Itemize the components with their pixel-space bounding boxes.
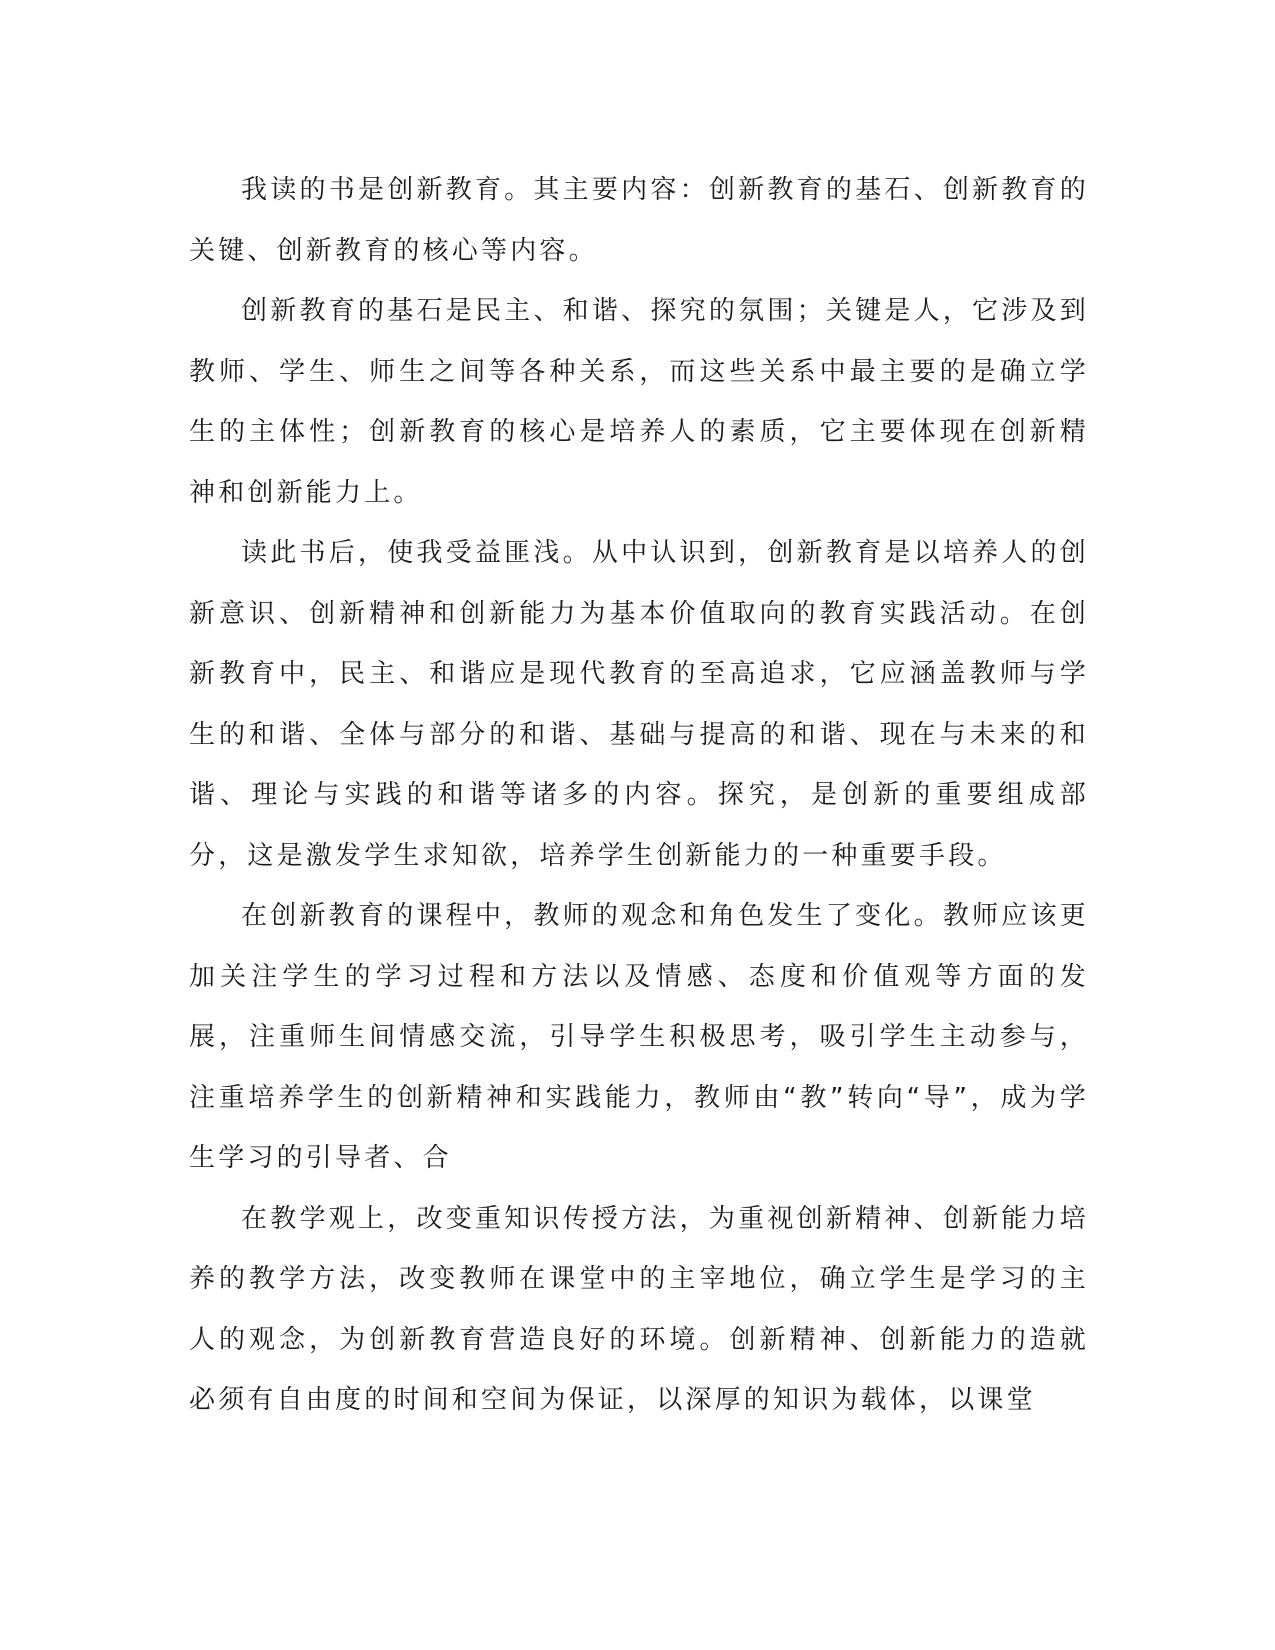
paragraph-1: 我读的书是创新教育。其主要内容：创新教育的基石、创新教育的关键、创新教育的核心等内容。 — [189, 175, 1089, 266]
document-body — [189, 160, 1089, 1431]
paragraph-3: 读此书后，使我受益匪浅。从中认识到，创新教育是以培养人的创新意识、创新精神和创新能力为基本价值取向的教育实践活动。在创新教育中，民主、和谐应是现代教育的至高追求，它应涵盖教师与学生的和谐、全体与部分的和谐、基础与提高的和谐、现在与未来的和谐、理论与实践的和谐等诸多的内容。探究，是创新的重要组成部分，这是激发学生求知欲，培养学生创新能力的一种重要手段。 — [189, 538, 1089, 871]
paragraph-4: 在创新教育的课程中，教师的观念和角色发生了变化。教师应该更加关注学生的学习过程和方法以及情感、态度和价值观等方面的发展，注重师生间情感交流，引导学生积极思考，吸引学生主动参与，注重培养学生的创新精神和实践能力，教师由“教”转向“导”，成为学生学习的引导者、合 — [189, 901, 1089, 1173]
paragraph-2: 创新教育的基石是民主、和谐、探究的氛围；关键是人，它涉及到教师、学生、师生之间等各种关系，而这些关系中最主要的是确立学生的主体性；创新教育的核心是培养人的素质，它主要体现在创新精神和创新能力上。 — [189, 296, 1089, 508]
paragraph-5: 在教学观上，改变重知识传授方法，为重视创新精神、创新能力培养的教学方法，改变教师在课堂中的主宰地位，确立学生是学习的主人的观念，为创新教育营造良好的环境。创新精神、创新能力的造就必须有自由度的时间和空间为保证，以深厚的知识为载体，以课堂 — [189, 1203, 1089, 1415]
